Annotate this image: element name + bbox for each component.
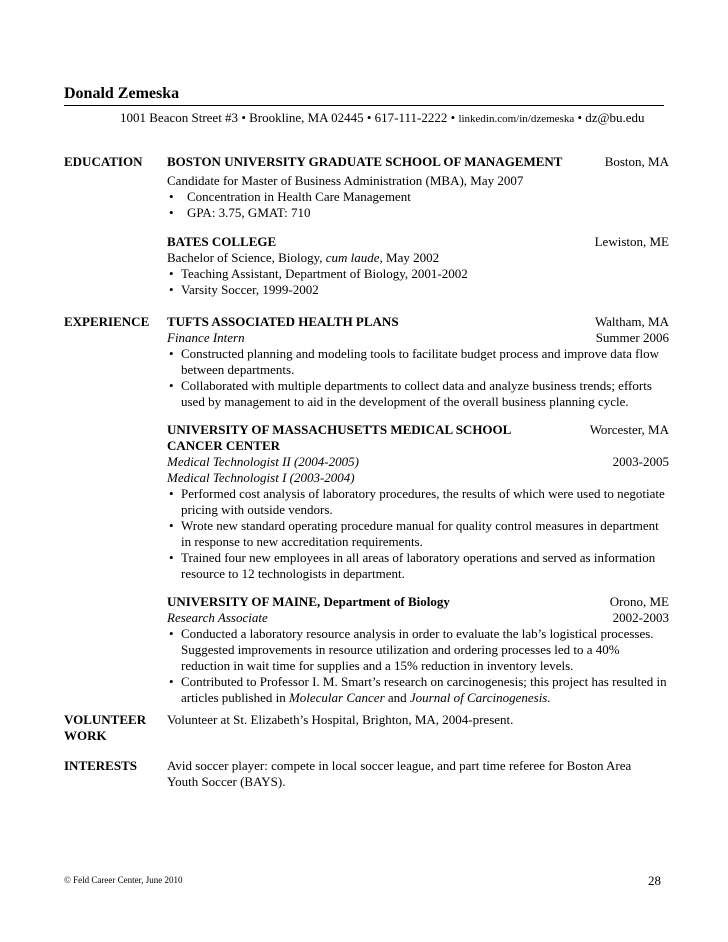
- phone: 617-111-2222: [374, 110, 448, 125]
- list-item: • Trained four new employees in all areas of laboratory operations and served as information resource to 12 technologists in department.: [167, 550, 669, 582]
- maine-org: UNIVERSITY OF MAINE, Department of Biology: [167, 594, 450, 609]
- list-item: • Concentration in Health Care Management: [167, 189, 669, 205]
- umass-heading: [167, 422, 669, 454]
- bu-location: Boston, MA: [604, 154, 669, 169]
- footer-copyright: © Feld Career Center, June 2010: [64, 875, 183, 885]
- umass-location: Worcester, MA: [589, 422, 669, 437]
- interests-text: Avid soccer player: compete in local soccer league, and part time referee for Boston Area Youth Soccer (BAYS).: [167, 758, 632, 789]
- maine-title-row: [167, 610, 669, 626]
- tufts-date: Summer 2006: [595, 330, 669, 345]
- tufts-bullets: [167, 346, 669, 410]
- bu-bullets: [167, 189, 669, 221]
- bates-org: BATES COLLEGE: [167, 234, 277, 249]
- bates-heading: [167, 234, 669, 250]
- list-item: • Teaching Assistant, Department of Biology, 2001-2002: [167, 266, 669, 282]
- umass-date: 2003-2005: [612, 454, 669, 469]
- interests-label: INTERESTS: [64, 758, 137, 773]
- volunteer-text: Volunteer at St. Elizabeth’s Hospital, Brighton, MA, 2004-present.: [167, 712, 514, 727]
- volunteer-label: VOLUNTEER WORK: [64, 712, 147, 743]
- header-rule: [64, 105, 664, 106]
- tufts-location: Waltham, MA: [594, 314, 669, 329]
- address: 1001 Beacon Street #3: [120, 110, 239, 125]
- list-item: • GPA: 3.75, GMAT: 710: [167, 205, 669, 221]
- linkedin-link[interactable]: linkedin.com/in/dzemeska: [458, 113, 575, 125]
- maine-bullets: [167, 626, 669, 706]
- education-label: EDUCATION: [64, 154, 143, 169]
- maine-date: 2002-2003: [612, 610, 669, 625]
- separator: •: [241, 110, 246, 125]
- list-item: • Performed cost analysis of laboratory procedures, the results of which were used to negotiate pricing with outside vendors.: [167, 486, 669, 518]
- candidate-name: Donald Zemeska: [64, 85, 180, 102]
- page-number: 28: [648, 873, 661, 888]
- list-item: • Conducted a laboratory resource analysis in order to evaluate the lab’s logistical processes. Suggested improvements in resource utilization and ordering processes led to a 40% reduction in wait time for supplies and a 15% reduction in inventory levels.: [167, 626, 669, 674]
- list-item: • Contributed to Professor I. M. Smart’s research on carcinogenesis; this project has resulted in articles published in Molecular Cancer and Journal of Carcinogenesis.: [167, 674, 669, 706]
- experience-content: [167, 314, 669, 706]
- tufts-title-row: [167, 330, 669, 346]
- separator: •: [450, 110, 456, 125]
- bates-location: Lewiston, ME: [594, 234, 669, 249]
- umass-title-row: [167, 454, 669, 470]
- umass-title-2: Medical Technologist I (2003-2004): [167, 470, 355, 485]
- list-item: • Collaborated with multiple departments to collect data and analyze business trends; efforts used by management to aid in the development of the overall business planning cycle.: [167, 378, 669, 410]
- list-item: • Varsity Soccer, 1999-2002: [167, 282, 669, 298]
- list-item: • Constructed planning and modeling tools to facilitate budget process and improve data flow between departments.: [167, 346, 669, 378]
- city: Brookline, MA 02445: [249, 110, 364, 125]
- maine-heading: [167, 594, 669, 610]
- contact-line: [120, 110, 645, 126]
- tufts-title: Finance Intern: [167, 330, 245, 345]
- bates-bullets: [167, 266, 669, 298]
- tufts-org: TUFTS ASSOCIATED HEALTH PLANS: [167, 314, 399, 329]
- maine-title: Research Associate: [167, 610, 268, 625]
- bu-heading: [167, 154, 669, 170]
- umass-bullets: [167, 486, 669, 582]
- list-item: • Wrote new standard operating procedure manual for quality control measures in department in response to new accreditation requirements.: [167, 518, 669, 550]
- umass-org: UNIVERSITY OF MASSACHUSETTS MEDICAL SCHOOL CANCER CENTER: [167, 422, 512, 453]
- separator: •: [577, 110, 583, 125]
- umass-title-1: Medical Technologist II (2004-2005): [167, 454, 359, 469]
- education-content: [167, 154, 669, 298]
- tufts-heading: [167, 314, 669, 330]
- bu-degree: Candidate for Master of Business Administration (MBA), May 2007: [167, 173, 524, 188]
- bu-org: BOSTON UNIVERSITY GRADUATE SCHOOL OF MANAGEMENT: [167, 154, 563, 169]
- email-link[interactable]: dz@bu.edu: [585, 110, 645, 125]
- bates-degree: Bachelor of Science, Biology, cum laude, May 2002: [167, 250, 440, 265]
- separator: •: [366, 110, 372, 125]
- maine-location: Orono, ME: [609, 594, 669, 609]
- experience-label: EXPERIENCE: [64, 314, 150, 329]
